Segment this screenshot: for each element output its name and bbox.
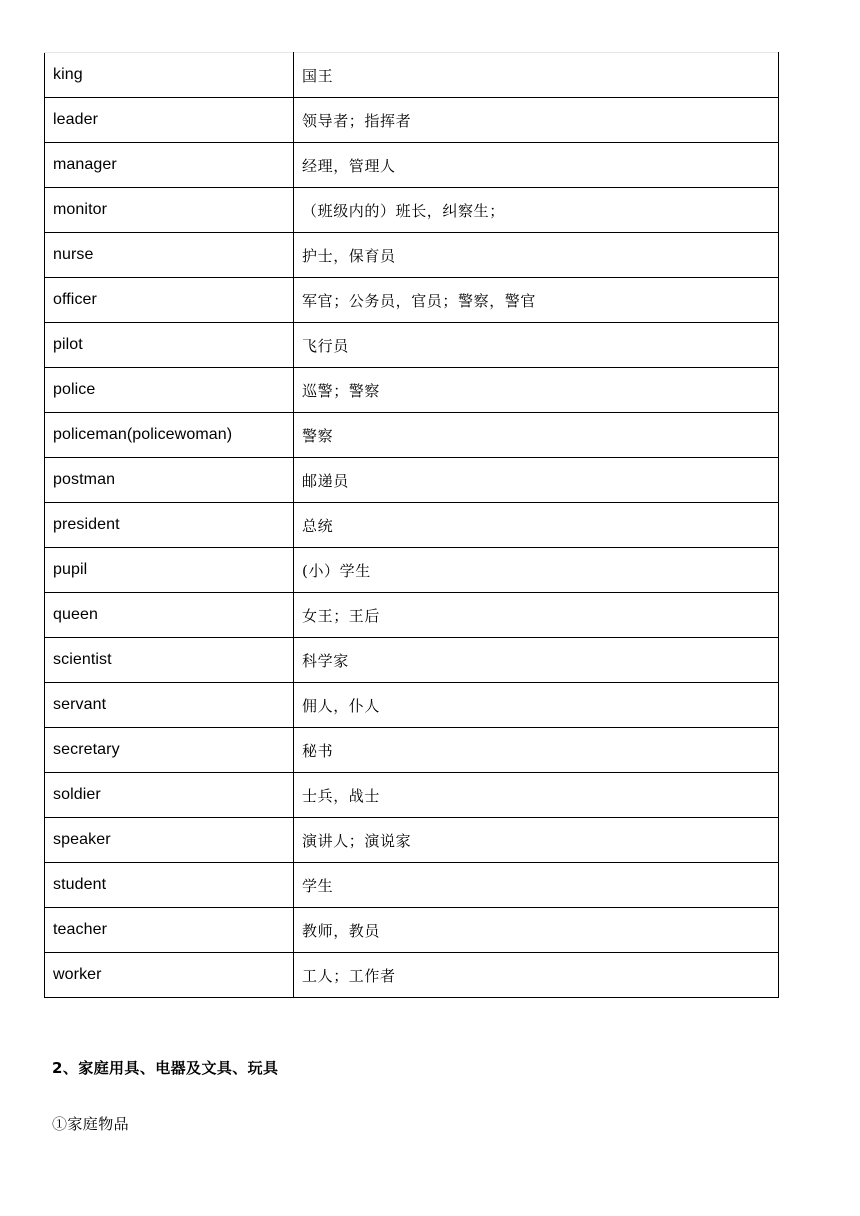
meaning-cell: 科学家: [294, 638, 779, 683]
word-cell: queen: [45, 593, 294, 638]
word-cell: pupil: [45, 548, 294, 593]
meaning-cell: 学生: [294, 863, 779, 908]
table-row: [45, 503, 779, 548]
meaning-cell: 飞行员: [294, 323, 779, 368]
table-row: [45, 413, 779, 458]
meaning-cell: 工人；工作者: [294, 953, 779, 998]
table-row: [45, 863, 779, 908]
word-cell: leader: [45, 98, 294, 143]
word-cell: teacher: [45, 908, 294, 953]
meaning-cell: 演讲人；演说家: [294, 818, 779, 863]
word-cell: pilot: [45, 323, 294, 368]
meaning-cell: 总统: [294, 503, 779, 548]
table-row: [45, 368, 779, 413]
table-row: [45, 458, 779, 503]
word-cell: policeman(policewoman): [45, 413, 294, 458]
meaning-cell: 秘书: [294, 728, 779, 773]
table-row: [45, 683, 779, 728]
meaning-cell: 女王；王后: [294, 593, 779, 638]
word-cell: monitor: [45, 188, 294, 233]
subsection-heading: ①家庭物品: [52, 1115, 130, 1133]
word-cell: servant: [45, 683, 294, 728]
word-cell: manager: [45, 143, 294, 188]
meaning-cell: 士兵，战士: [294, 773, 779, 818]
table-row: [45, 53, 779, 98]
word-cell: student: [45, 863, 294, 908]
meaning-cell: 军官；公务员，官员；警察，警官: [294, 278, 779, 323]
table-row: [45, 278, 779, 323]
meaning-cell: 领导者；指挥者: [294, 98, 779, 143]
table-row: [45, 593, 779, 638]
meaning-cell: (小）学生: [294, 548, 779, 593]
table-row: [45, 143, 779, 188]
word-cell: worker: [45, 953, 294, 998]
vocabulary-table: [44, 52, 779, 998]
table-row: [45, 908, 779, 953]
meaning-cell: 教师，教员: [294, 908, 779, 953]
table-row: [45, 548, 779, 593]
vocabulary-table-body: [45, 53, 779, 998]
meaning-cell: 巡警；警察: [294, 368, 779, 413]
table-row: [45, 638, 779, 683]
section-heading: 2、家庭用具、电器及文具、玩具: [52, 1059, 279, 1077]
word-cell: speaker: [45, 818, 294, 863]
table-row: [45, 818, 779, 863]
meaning-cell: 经理，管理人: [294, 143, 779, 188]
table-row: [45, 98, 779, 143]
meaning-cell: 邮递员: [294, 458, 779, 503]
table-row: [45, 773, 779, 818]
word-cell: nurse: [45, 233, 294, 278]
meaning-cell: 佣人，仆人: [294, 683, 779, 728]
meaning-cell: （班级内的）班长，纠察生；: [294, 188, 779, 233]
meaning-cell: 护士，保育员: [294, 233, 779, 278]
word-cell: president: [45, 503, 294, 548]
meaning-cell: 国王: [294, 53, 779, 98]
word-cell: scientist: [45, 638, 294, 683]
meaning-cell: 警察: [294, 413, 779, 458]
table-row: [45, 728, 779, 773]
word-cell: king: [45, 53, 294, 98]
table-row: [45, 188, 779, 233]
table-row: [45, 233, 779, 278]
word-cell: postman: [45, 458, 294, 503]
word-cell: police: [45, 368, 294, 413]
word-cell: officer: [45, 278, 294, 323]
table-row: [45, 323, 779, 368]
word-cell: secretary: [45, 728, 294, 773]
word-cell: soldier: [45, 773, 294, 818]
table-row: [45, 953, 779, 998]
